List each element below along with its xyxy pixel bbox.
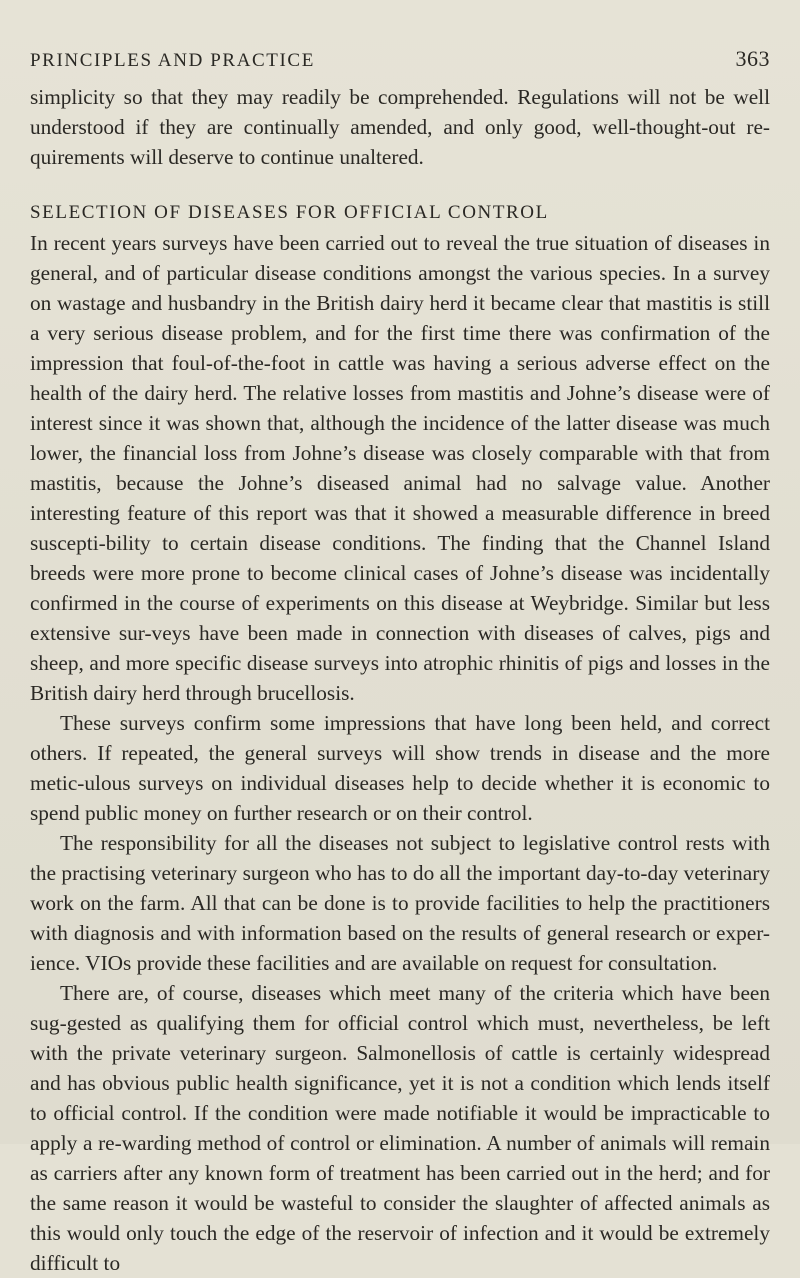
paragraph-3: The responsibility for all the diseases not subject to legislative control rests with the practising veterinary surgeon who has to do all the important day-to-day veterinary work on the farm. All that can be done is to provide facilities to help the practitioners with diagnosis and with information based on the results of general research or exper-ience. VIOs provide these facilities and are available on request for consultation. [30,831,770,975]
body-text [30,82,770,1278]
running-title: PRINCIPLES AND PRACTICE [30,50,315,71]
page-number: 363 [735,46,770,71]
section-heading: SELECTION OF DISEASES FOR OFFICIAL CONTROL [30,202,549,223]
paragraph-2: These surveys confirm some impressions that have long been held, and correct others. If repeated, the general surveys will show trends in disease and the more metic-ulous surveys on individual diseases help to decide whether it is economic to spend public money on further research or on their control. [30,711,770,825]
paragraph-1: In recent years surveys have been carried out to reveal the true situation of diseases in general, and of particular disease conditions amongst the various species. In a survey on wastage and husbandry in the British dairy herd it became clear that mastitis is still a very serious disease problem, and for the first time there was confirmation of the impression that foul-of-the-foot in cattle was having a serious adverse effect on the health of the dairy herd. The relative losses from mastitis and Johne’s disease were of interest since it was shown that, although the incidence of the latter disease was much lower, the financial loss from Johne’s disease was closely comparable with that from mastitis, because the Johne’s diseased animal had no salvage value. Another interesting feature of this report was that it showed a measurable difference in breed suscepti-bility to certain disease conditions. The finding that the Channel Island breeds were more prone to become clinical cases of Johne’s disease was incidentally confirmed in the course of experiments on this disease at Weybridge. Similar but less extensive sur-veys have been made in connection with diseases of calves, pigs and sheep, and more specific disease surveys into atrophic rhinitis of pigs and losses in the British dairy herd through brucellosis. [30,231,770,705]
running-head [30,46,770,76]
intro-paragraph: simplicity so that they may readily be comprehended. Regulations will not be well understood if they are continually amended, and only good, well-thought-out re-quirements will deserve to continue unaltered. [30,85,770,169]
paragraph-4: There are, of course, diseases which meet many of the criteria which have been sug-gested as qualifying them for official control which must, nevertheless, be left with the private veterinary surgeon. Salmonellosis of cattle is certainly widespread and has obvious public health significance, yet it is not a condition which lends itself to official control. If the condition were made notifiable it would be impracticable to apply a re-warding method of control or elimination. A number of animals will remain as carriers after any known form of treatment has been carried out in the herd; and for the same reason it would be wasteful to consider the slaughter of affected animals as this would only touch the edge of the reservoir of infection and it would be extremely difficult to [30,981,770,1275]
